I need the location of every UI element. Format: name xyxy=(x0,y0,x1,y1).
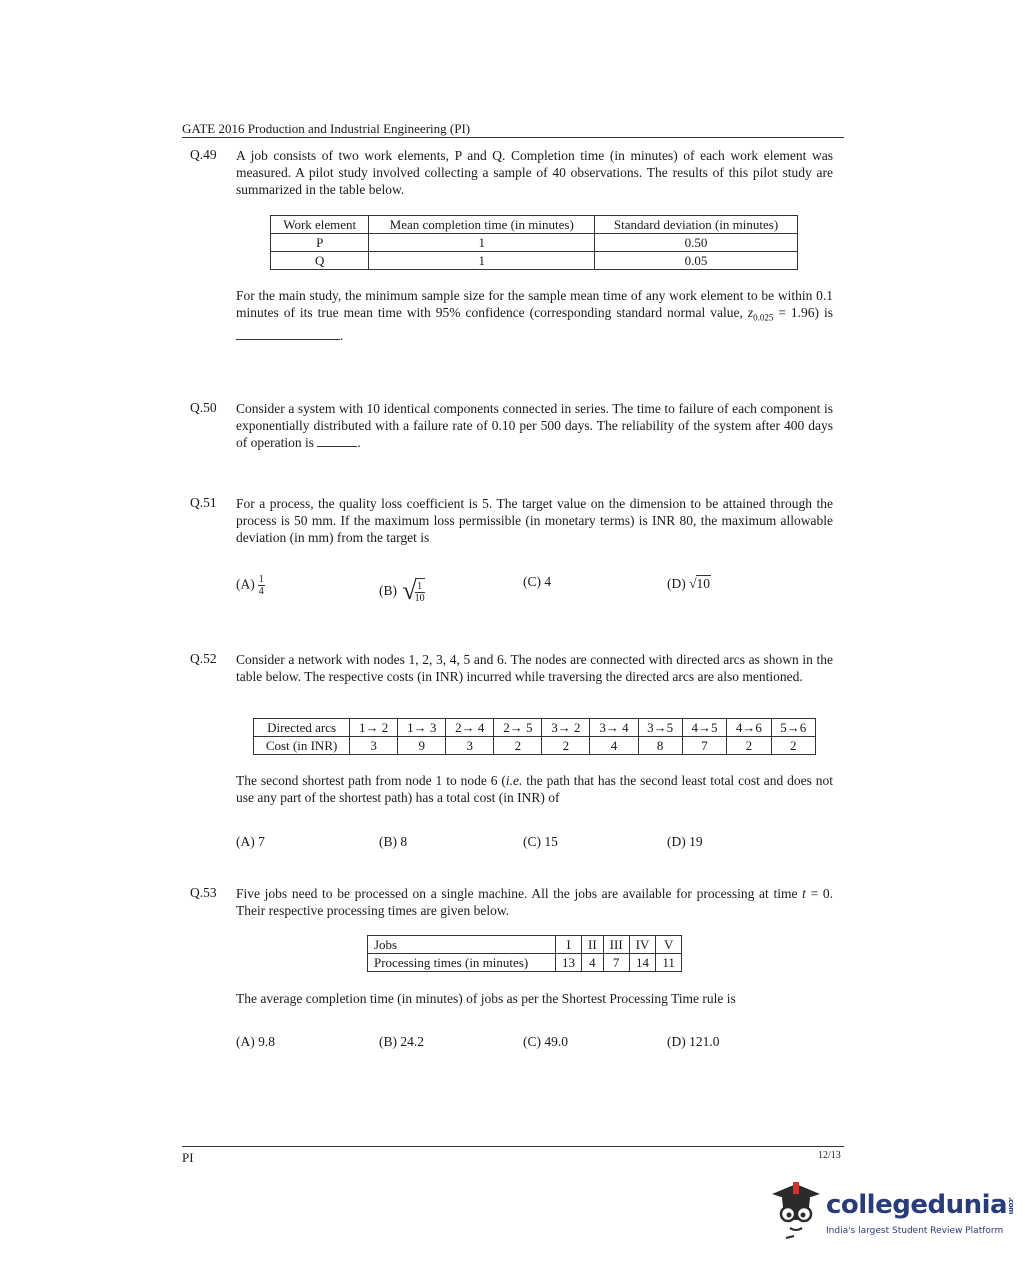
collegedunia-logo: collegedunia.com xyxy=(826,1190,1016,1220)
table-row xyxy=(254,737,816,755)
table-header: Jobs xyxy=(368,936,556,954)
option-c[interactable]: (C) 4 xyxy=(523,574,552,589)
table-cell: 2 xyxy=(771,737,815,755)
table-cell: 2→ 4 xyxy=(446,719,494,737)
table-cell: 3 xyxy=(350,737,398,755)
answer-blank xyxy=(236,327,340,340)
table-cell: IV xyxy=(629,936,656,954)
fraction: $\frac{1}{10}$ xyxy=(415,578,425,604)
option-d[interactable]: (D) √10 xyxy=(667,576,711,591)
option-b[interactable]: (B) 24.2 xyxy=(379,1034,424,1049)
option-d[interactable]: (D) 121.0 xyxy=(667,1034,720,1049)
question-text-continued: For the main study, the minimum sample size for the sample mean time of any work element to be within 0.1 minutes of its true mean time with 95% confidence (corresponding standard normal value, $z_{0.025} = 1.96$) is . xyxy=(236,288,833,343)
question-number: Q.49 xyxy=(190,147,217,162)
table-cell: 2 xyxy=(727,737,771,755)
table-row xyxy=(368,954,682,972)
table-cell: 9 xyxy=(398,737,446,755)
table-cell: 4 xyxy=(582,954,604,972)
table-cell: 7 xyxy=(603,954,629,972)
table-cell: 1→ 2 xyxy=(350,719,398,737)
option-a[interactable]: (A) 7 xyxy=(236,834,265,849)
option-c[interactable]: (C) 15 xyxy=(523,834,558,849)
table-header: Standard deviation (in minutes) xyxy=(595,216,798,234)
table-cell: 2→ 5 xyxy=(494,719,542,737)
table-cell: II xyxy=(582,936,604,954)
table-header: Mean completion time (in minutes) xyxy=(369,216,595,234)
table-header: Work element xyxy=(271,216,369,234)
table-header: Cost (in INR) xyxy=(254,737,350,755)
question-text: For a process, the quality loss coefficient is 5. The target value on the dimension to be attained through the process is 50 mm. If the maximum loss permissible (in monetary terms) is INR 80, the maximum allowable deviation (in mm) from the target is xyxy=(236,496,833,545)
table-cell: 14 xyxy=(629,954,656,972)
option-c[interactable]: (C) 49.0 xyxy=(523,1034,568,1049)
table-cell: Q xyxy=(271,252,369,270)
question-number: Q.53 xyxy=(190,885,217,900)
table-cell: 4→6 xyxy=(727,719,771,737)
table-row xyxy=(368,936,682,954)
page-header: GATE 2016 Production and Industrial Engineering (PI) xyxy=(182,121,471,136)
table-header: Directed arcs xyxy=(254,719,350,737)
footer-rule xyxy=(182,1146,844,1147)
option-b[interactable]: (B) 8 xyxy=(379,834,408,849)
question-text: Consider a network with nodes 1, 2, 3, 4, 5 and 6. The nodes are connected with directed arcs as shown in the table below. The respective costs (in INR) incurred while traversing the directed arcs are also mentioned. xyxy=(236,652,833,684)
question-number: Q.50 xyxy=(190,400,217,415)
jobs-table xyxy=(367,935,682,972)
question-number: Q.52 xyxy=(190,651,217,666)
table-cell: 0.05 xyxy=(595,252,798,270)
sqrt-icon: √ xyxy=(689,576,697,591)
table-cell: 1→ 3 xyxy=(398,719,446,737)
table-cell: 8 xyxy=(638,737,682,755)
question-number: Q.51 xyxy=(190,495,217,510)
option-d[interactable]: (D) 19 xyxy=(667,834,703,849)
table-row xyxy=(271,252,798,270)
table-cell: 3→ 2 xyxy=(542,719,590,737)
sqrt-icon: √ xyxy=(402,576,417,605)
network-arcs-table xyxy=(253,718,816,755)
table-cell: III xyxy=(603,936,629,954)
table-cell: 4 xyxy=(590,737,638,755)
table-cell: V xyxy=(656,936,682,954)
collegedunia-mascot-icon xyxy=(768,1180,824,1240)
table-cell: 3→ 4 xyxy=(590,719,638,737)
table-cell: 11 xyxy=(656,954,682,972)
question-text: A job consists of two work elements, P and Q. Completion time (in minutes) of each work element was measured. A pilot study involved collecting a sample of 40 observations. The results of this pilot study are summarized in the table below. xyxy=(236,148,833,197)
table-header: Processing times (in minutes) xyxy=(368,954,556,972)
table-row xyxy=(254,719,816,737)
table-cell: 1 xyxy=(369,234,595,252)
table-row xyxy=(271,234,798,252)
table-cell: 4→5 xyxy=(682,719,726,737)
table-cell: 2 xyxy=(542,737,590,755)
table-cell: 3→5 xyxy=(638,719,682,737)
question-text-continued: The second shortest path from node 1 to node 6 (i.e. the path that has the second least total cost and does not use any part of the shortest path) has a total cost (in INR) of xyxy=(236,773,833,805)
question-text: Consider a system with 10 identical components connected in series. The time to failure of each component is exponentially distributed with a failure rate of 0.10 per 500 days. The reliability of the system after 400 days of operation is . xyxy=(236,401,833,450)
table-cell: 13 xyxy=(556,954,582,972)
question-text-continued: The average completion time (in minutes) of jobs as per the Shortest Processing Time rule is xyxy=(236,991,736,1006)
work-element-table xyxy=(270,215,798,270)
option-a[interactable]: (A) $\frac{1}{4}$ xyxy=(236,574,264,597)
question-text: Five jobs need to be processed on a single machine. All the jobs are available for processing at time t = 0. Their respective processing times are given below. xyxy=(236,886,833,918)
answer-blank xyxy=(317,434,357,447)
header-rule xyxy=(182,137,844,138)
page-number: 12/13 xyxy=(818,1150,841,1161)
table-cell: 1 xyxy=(369,252,595,270)
table-cell: 2 xyxy=(494,737,542,755)
table-cell: 5→6 xyxy=(771,719,815,737)
table-cell: I xyxy=(556,936,582,954)
table-cell: 7 xyxy=(682,737,726,755)
table-cell: 3 xyxy=(446,737,494,755)
table-cell: 0.50 xyxy=(595,234,798,252)
option-a[interactable]: (A) 9.8 xyxy=(236,1034,275,1049)
collegedunia-tagline: India's largest Student Review Platform xyxy=(826,1226,1004,1236)
option-b[interactable]: (B) √ $\frac{1}{10}$ xyxy=(379,576,425,605)
table-cell: P xyxy=(271,234,369,252)
footer-left: PI xyxy=(182,1150,194,1165)
fraction: $\frac{1}{4}$ xyxy=(258,574,264,597)
